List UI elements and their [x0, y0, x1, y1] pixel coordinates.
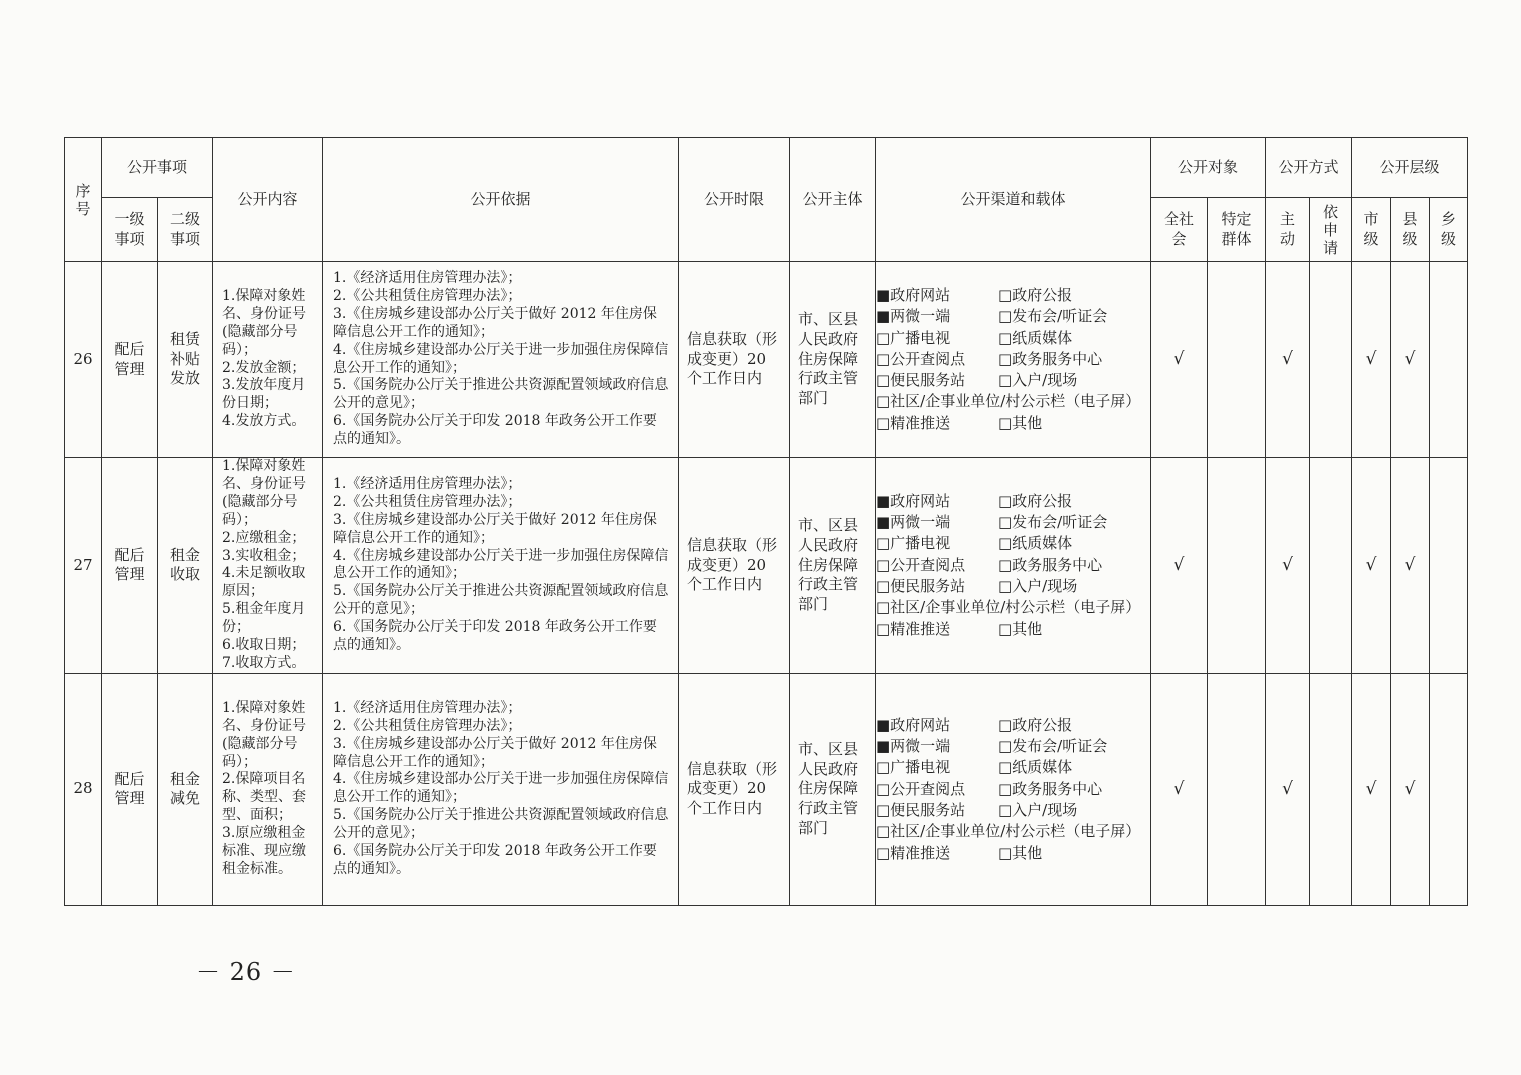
row-audience-all: √ [1151, 673, 1208, 905]
channel-other: □其他 [998, 619, 1043, 638]
header-subject: 公开主体 [790, 138, 876, 262]
table-row [65, 262, 1468, 458]
header-level-town: 乡级 [1430, 198, 1468, 262]
channel-push: □精准推送 [876, 619, 951, 638]
table-row [65, 458, 1468, 674]
channel-service-center: □政务服务中心 [998, 349, 1103, 368]
header-time-limit: 公开时限 [679, 138, 790, 262]
header-audience-all: 全社会 [1151, 198, 1208, 262]
row-level-city: √ [1352, 673, 1391, 905]
row-time-limit: 信息获取（形成变更）20个工作日内 [679, 458, 790, 674]
header-method-active: 主动 [1266, 198, 1310, 262]
channel-two-micro: ■两微一端 [876, 307, 951, 326]
channel-service-station: □便民服务站 [876, 801, 966, 820]
row-seq: 26 [65, 262, 102, 458]
channel-two-micro: ■两微一端 [876, 737, 951, 756]
channel-gov-bulletin: □政府公报 [998, 491, 1073, 510]
row-method-request [1310, 458, 1352, 674]
channel-other: □其他 [998, 843, 1043, 862]
channel-service-center: □政务服务中心 [998, 555, 1103, 574]
row-audience-specific [1208, 262, 1266, 458]
channel-gov-bulletin: □政府公报 [998, 715, 1073, 734]
header-matters: 公开事项 [102, 138, 213, 198]
row-seq: 28 [65, 673, 102, 905]
channel-tv: □广播电视 [876, 758, 951, 777]
channel-gov-site: ■政府网站 [876, 715, 951, 734]
channel-gov-site: ■政府网站 [876, 491, 951, 510]
row-method-active: √ [1266, 458, 1310, 674]
row-audience-specific [1208, 458, 1266, 674]
header-basis: 公开依据 [323, 138, 679, 262]
row-method-request [1310, 262, 1352, 458]
header-level: 公开层级 [1352, 138, 1468, 198]
channel-press: □发布会/听证会 [998, 513, 1108, 532]
channel-reading: □公开查阅点 [876, 555, 966, 574]
row-method-active: √ [1266, 673, 1310, 905]
row-subject: 市、区县人民政府住房保障行政主管部门 [790, 262, 876, 458]
header-seq: 序号 [65, 138, 102, 262]
channel-service-station: □便民服务站 [876, 577, 966, 596]
header-audience: 公开对象 [1151, 138, 1266, 198]
channel-tv: □广播电视 [876, 534, 951, 553]
header-audience-specific: 特定群体 [1208, 198, 1266, 262]
channel-paper: □纸质媒体 [998, 328, 1073, 347]
row-channel [876, 458, 1151, 674]
channel-door: □入户/现场 [998, 577, 1078, 596]
row-time-limit: 信息获取（形成变更）20个工作日内 [679, 262, 790, 458]
header-level1: 一级事项 [102, 198, 158, 262]
row-level2: 租赁补贴发放 [158, 262, 213, 458]
row-basis: 1.《经济适用住房管理办法》； 2.《公共租赁住房管理办法》； 3.《住房城乡建设部办公厅关于做好 2012 年住房保障信息公开工作的通知》； 4.《住房城乡建设部办公厅关于进一步加强住房保障信息公开工作的通知》； 5.《国务院办公厅关于推进公共资源配置领域政府信息公开的意见》； 6.《国务院办公厅关于印发 2018 年政务公开工作要点的通知》。 [323, 673, 679, 905]
header-level2: 二级事项 [158, 198, 213, 262]
row-level2: 租金收取 [158, 458, 213, 674]
header-method: 公开方式 [1266, 138, 1352, 198]
channel-push: □精准推送 [876, 843, 951, 862]
row-level-county: √ [1391, 673, 1430, 905]
row-audience-all: √ [1151, 262, 1208, 458]
row-level-city: √ [1352, 262, 1391, 458]
channel-service-station: □便民服务站 [876, 371, 966, 390]
row-basis: 1.《经济适用住房管理办法》； 2.《公共租赁住房管理办法》； 3.《住房城乡建设部办公厅关于做好 2012 年住房保障信息公开工作的通知》； 4.《住房城乡建设部办公厅关于进一步加强住房保障信息公开工作的通知》； 5.《国务院办公厅关于推进公共资源配置领域政府信息公开的意见》； 6.《国务院办公厅关于印发 2018 年政务公开工作要点的通知》。 [323, 458, 679, 674]
disclosure-table [64, 137, 1468, 906]
channel-tv: □广播电视 [876, 328, 951, 347]
row-level-county: √ [1391, 458, 1430, 674]
page-number: － 26 － [196, 958, 296, 986]
channel-push: □精准推送 [876, 413, 951, 432]
row-audience-all: √ [1151, 458, 1208, 674]
header-level-city: 市级 [1352, 198, 1391, 262]
channel-other: □其他 [998, 413, 1043, 432]
header-channel: 公开渠道和载体 [876, 138, 1151, 262]
row-level2: 租金减免 [158, 673, 213, 905]
row-channel [876, 262, 1151, 458]
row-level-town [1430, 262, 1468, 458]
row-basis: 1.《经济适用住房管理办法》； 2.《公共租赁住房管理办法》； 3.《住房城乡建设部办公厅关于做好 2012 年住房保障信息公开工作的通知》； 4.《住房城乡建设部办公厅关于进一步加强住房保障信息公开工作的通知》； 5.《国务院办公厅关于推进公共资源配置领域政府信息公开的意见》； 6.《国务院办公厅关于印发 2018 年政务公开工作要点的通知》。 [323, 262, 679, 458]
channel-press: □发布会/听证会 [998, 737, 1108, 756]
row-channel [876, 673, 1151, 905]
row-seq: 27 [65, 458, 102, 674]
channel-reading: □公开查阅点 [876, 349, 966, 368]
row-level-town [1430, 673, 1468, 905]
channel-reading: □公开查阅点 [876, 779, 966, 798]
channel-service-center: □政务服务中心 [998, 779, 1103, 798]
row-method-active: √ [1266, 262, 1310, 458]
channel-gov-site: ■政府网站 [876, 285, 951, 304]
header-content: 公开内容 [213, 138, 323, 262]
row-content: 1.保障对象姓名、身份证号(隐藏部分号码）； 2.保障项目名称、类型、套型、面积； 3.原应缴租金标准、现应缴租金标准。 [213, 673, 323, 905]
row-subject: 市、区县人民政府住房保障行政主管部门 [790, 673, 876, 905]
row-level1: 配后管理 [102, 262, 158, 458]
row-subject: 市、区县人民政府住房保障行政主管部门 [790, 458, 876, 674]
row-content: 1.保障对象姓名、身份证号(隐藏部分号码）； 2.应缴租金； 3.实收租金； 4.未足额收取原因； 5.租金年度月份； 6.收取日期； 7.收取方式。 [213, 458, 323, 674]
row-level-county: √ [1391, 262, 1430, 458]
channel-two-micro: ■两微一端 [876, 513, 951, 532]
row-level-city: √ [1352, 458, 1391, 674]
row-level-town [1430, 458, 1468, 674]
channel-door: □入户/现场 [998, 371, 1078, 390]
channel-board: □社区/企事业单位/村公示栏（电子屏） [876, 392, 1141, 411]
channel-board: □社区/企事业单位/村公示栏（电子屏） [876, 822, 1141, 841]
row-method-request [1310, 673, 1352, 905]
channel-door: □入户/现场 [998, 801, 1078, 820]
header-level-county: 县级 [1391, 198, 1430, 262]
channel-board: □社区/企事业单位/村公示栏（电子屏） [876, 598, 1141, 617]
row-level1: 配后管理 [102, 458, 158, 674]
channel-paper: □纸质媒体 [998, 534, 1073, 553]
row-level1: 配后管理 [102, 673, 158, 905]
header-method-request: 依申请 [1310, 198, 1352, 262]
channel-press: □发布会/听证会 [998, 307, 1108, 326]
table-row [65, 673, 1468, 905]
channel-gov-bulletin: □政府公报 [998, 285, 1073, 304]
channel-paper: □纸质媒体 [998, 758, 1073, 777]
row-audience-specific [1208, 673, 1266, 905]
row-time-limit: 信息获取（形成变更）20个工作日内 [679, 673, 790, 905]
row-content: 1.保障对象姓名、身份证号(隐藏部分号码）； 2.发放金额； 3.发放年度月份日期； 4.发放方式。 [213, 262, 323, 458]
